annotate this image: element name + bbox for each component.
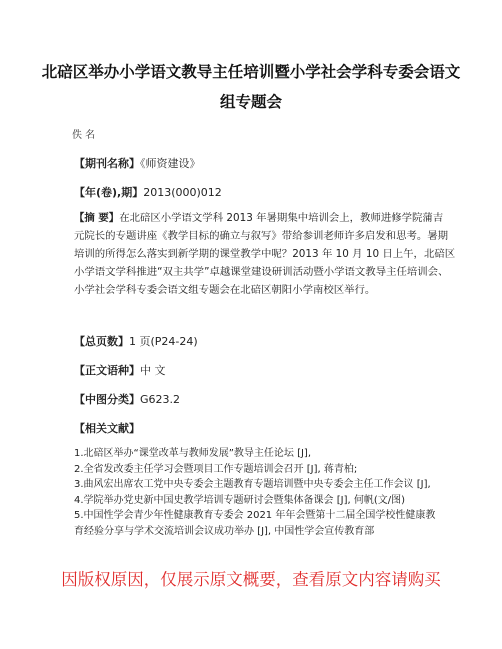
document-title-line2: 组专题会 <box>219 93 282 111</box>
language-value: 中 文 <box>140 364 166 377</box>
classification-value: G623.2 <box>140 393 181 406</box>
issue-label: 【年(卷),期】 <box>74 186 144 199</box>
pages-label: 【总页数】 <box>74 335 129 348</box>
abstract-line: 小学语文学科推进“双主共学”卓越课堂建设研训活动暨小学语文教导主任培训会、 <box>74 266 449 278</box>
pages-field <box>74 333 198 349</box>
issue-value: 2013(000)012 <box>143 186 222 199</box>
abstract-label: 【摘 要】 <box>74 212 120 224</box>
document-title-line1: 北碚区举办小学语文教导主任培训暨小学社会学科专委会语文 <box>41 63 461 81</box>
abstract-line: 元院长的专题讲座《教学目标的确立与叙写》带给参训老师许多启发和思考。暑期 <box>74 230 449 242</box>
related-item-continued[interactable]: 育经验分享与学术交流培训会议成功举办 [J], 中国性学会宣传教育部 <box>74 525 375 537</box>
journal-label: 【期刊名称】 <box>74 157 140 170</box>
related-item[interactable]: 4.学院举办党史新中国史教学培训专题研讨会暨集体备课会 [J], 何帆(文/图) <box>74 494 406 506</box>
issue-field <box>74 184 222 200</box>
related-label: 【相关文献】 <box>74 422 140 435</box>
abstract <box>74 209 455 299</box>
related-list <box>74 446 435 539</box>
abstract-line: 小学社会学科专委会语文组专题会在北碚区朝阳小学南校区举行。 <box>74 284 376 296</box>
related-item[interactable]: 3.曲风宏出席农工党中央专委会主题教育专题培训暨中央专委会主任工作会议 [J], <box>74 479 431 490</box>
abstract-line: 培训的所得怎么落实到新学期的课堂教学中呢？2013 年 10 月 10 日上午，北碚区 <box>74 248 456 260</box>
abstract-line: 在北碚区小学语文学科 2013 年暑期集中培训会上，教师进修学院蒲吉 <box>119 212 444 224</box>
pages-value: 1 页(P24-24) <box>129 335 198 348</box>
journal-field <box>74 155 201 171</box>
related-item[interactable]: 5.中国性学会青少年性健康教育专委会 2021 年年会暨第十二届全国学校性健康教 <box>74 510 436 521</box>
related-field <box>74 420 140 436</box>
related-item[interactable]: 1.北碚区举办“课堂改革与教师发展”教导主任论坛 [J], <box>74 448 312 459</box>
journal-value: 《师资建设》 <box>140 157 201 170</box>
classification-field <box>74 391 180 407</box>
related-item[interactable]: 2.全省发改委主任学习会暨项目工作专题培训会召开 [J], 蒋青柏; <box>74 463 358 475</box>
purchase-notice-banner[interactable]: 因版权原因，仅展示原文概要，查看原文内容请购买 <box>61 570 441 589</box>
language-label: 【正文语种】 <box>74 364 140 377</box>
language-field <box>74 362 166 378</box>
classification-label: 【中图分类】 <box>74 393 140 406</box>
author: 佚 名 <box>72 130 96 141</box>
